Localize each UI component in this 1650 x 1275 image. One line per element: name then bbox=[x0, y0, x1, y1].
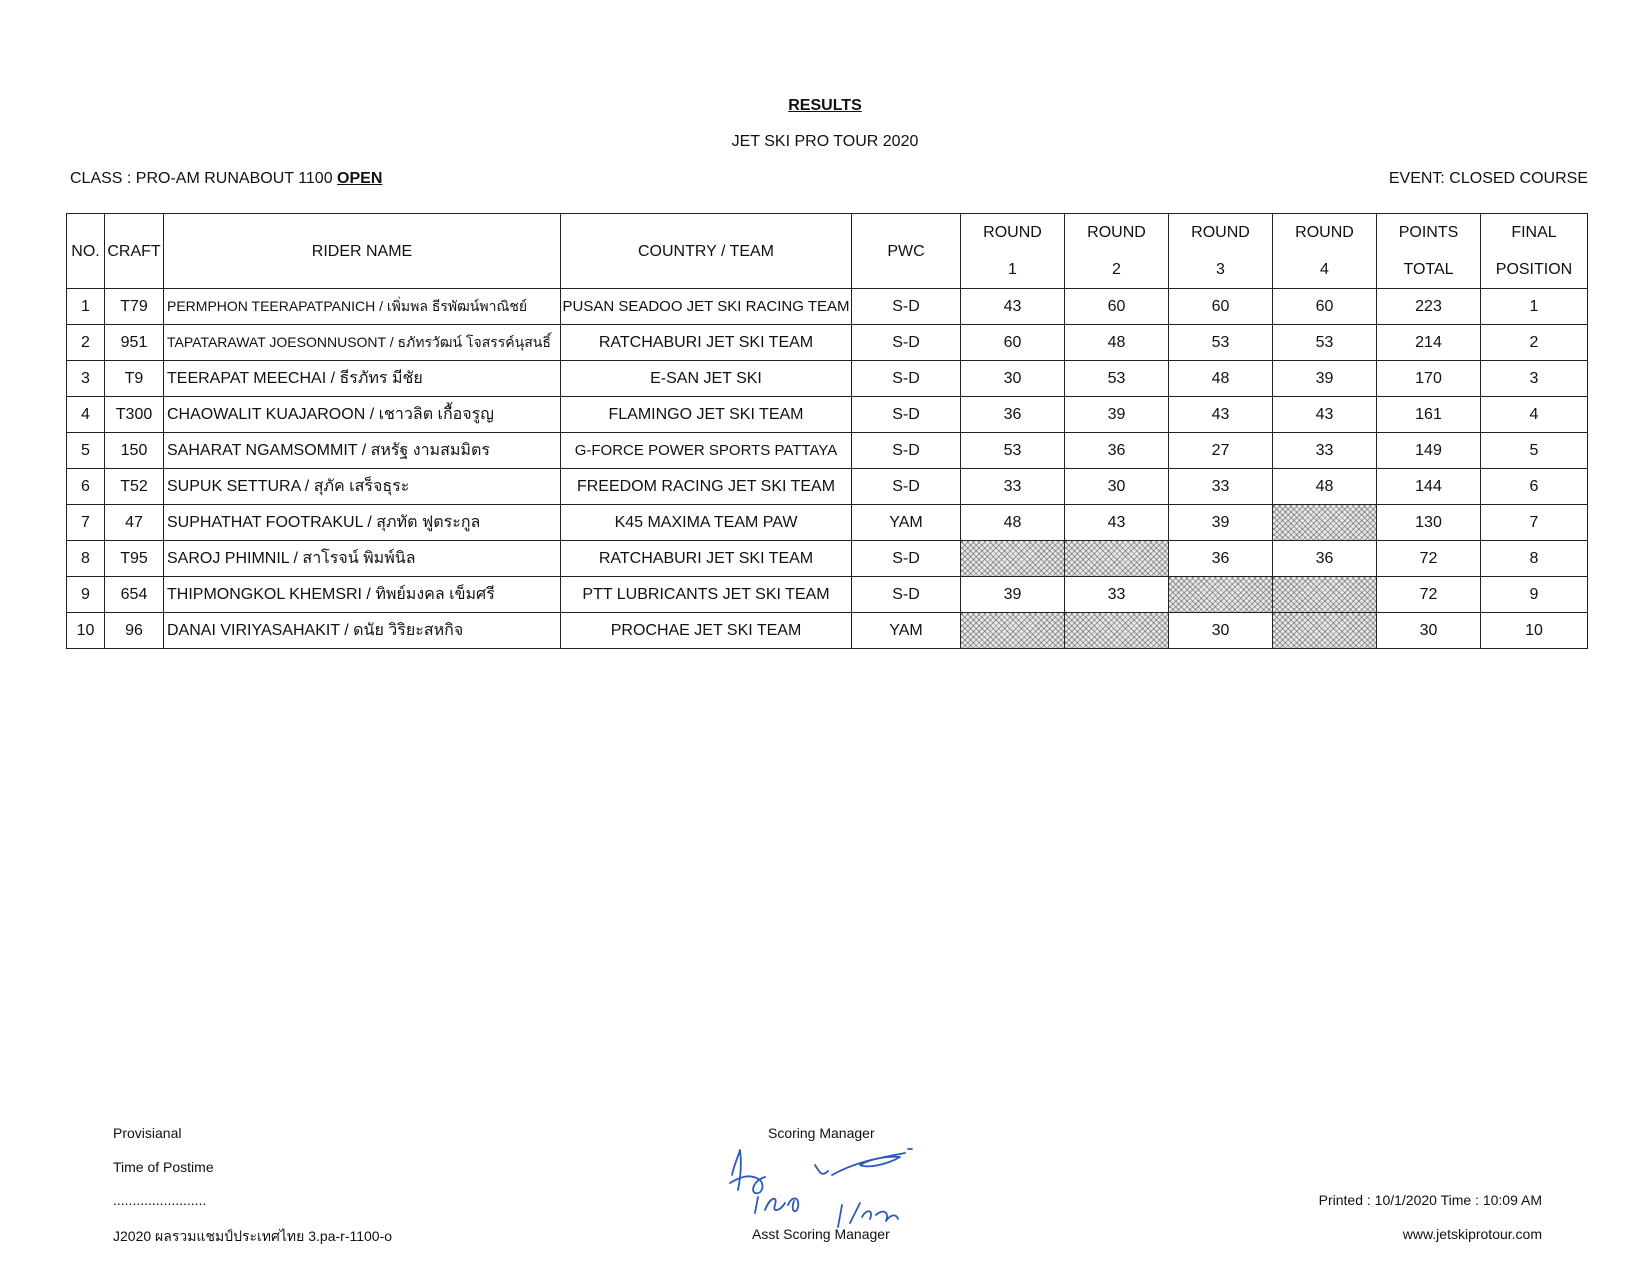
round-number: 2 bbox=[1112, 261, 1121, 278]
col-header-round-3 bbox=[1169, 214, 1273, 289]
table-row bbox=[67, 613, 1588, 649]
cell-craft: 47 bbox=[105, 505, 164, 541]
cell-round-4: 33 bbox=[1273, 433, 1377, 469]
cell-round-2: 48 bbox=[1065, 325, 1169, 361]
asst-scoring-manager-label: Asst Scoring Manager bbox=[752, 1226, 890, 1242]
cell-team: RATCHABURI JET SKI TEAM bbox=[561, 325, 852, 361]
cell-round-3: 36 bbox=[1169, 541, 1273, 577]
class-label: CLASS : PRO-AM RUNABOUT 1100 bbox=[70, 170, 333, 187]
signature-stroke-right bbox=[815, 1149, 912, 1175]
col-header-craft: CRAFT bbox=[105, 214, 164, 289]
cell-round-4: 48 bbox=[1273, 469, 1377, 505]
signature-image bbox=[720, 1135, 940, 1230]
cell-pwc: S-D bbox=[852, 469, 961, 505]
cell-round-3: 53 bbox=[1169, 325, 1273, 361]
cell-total: 161 bbox=[1377, 397, 1481, 433]
cell-round-1-empty bbox=[961, 541, 1065, 577]
table-row bbox=[67, 505, 1588, 541]
cell-total: 72 bbox=[1377, 577, 1481, 613]
page-subtitle: JET SKI PRO TOUR 2020 bbox=[731, 133, 919, 150]
cell-round-4: 53 bbox=[1273, 325, 1377, 361]
cell-pwc: S-D bbox=[852, 325, 961, 361]
cell-craft: 150 bbox=[105, 433, 164, 469]
cell-craft: T79 bbox=[105, 289, 164, 325]
points-label: POINTS bbox=[1398, 224, 1459, 241]
cell-round-4: 60 bbox=[1273, 289, 1377, 325]
cell-round-1: 43 bbox=[961, 289, 1065, 325]
cell-total: 30 bbox=[1377, 613, 1481, 649]
cell-round-4: 39 bbox=[1273, 361, 1377, 397]
table-row bbox=[67, 361, 1588, 397]
cell-position: 10 bbox=[1481, 613, 1588, 649]
cell-round-3: 30 bbox=[1169, 613, 1273, 649]
postime-blank: ........................ bbox=[113, 1192, 207, 1208]
printed-timestamp: Printed : 10/1/2020 Time : 10:09 AM bbox=[1318, 1192, 1542, 1208]
cell-team: FLAMINGO JET SKI TEAM bbox=[561, 397, 852, 433]
table-row bbox=[67, 325, 1588, 361]
cell-position: 5 bbox=[1481, 433, 1588, 469]
cell-team: PROCHAE JET SKI TEAM bbox=[561, 613, 852, 649]
cell-round-1: 33 bbox=[961, 469, 1065, 505]
table-row bbox=[67, 289, 1588, 325]
col-header-round-2 bbox=[1065, 214, 1169, 289]
cell-round-1: 60 bbox=[961, 325, 1065, 361]
cell-position: 8 bbox=[1481, 541, 1588, 577]
cell-total: 214 bbox=[1377, 325, 1481, 361]
table-row bbox=[67, 433, 1588, 469]
cell-no: 1 bbox=[67, 289, 105, 325]
cell-round-2: 33 bbox=[1065, 577, 1169, 613]
results-table bbox=[66, 213, 1588, 649]
cell-round-4-empty bbox=[1273, 577, 1377, 613]
cell-no: 3 bbox=[67, 361, 105, 397]
cell-round-3: 39 bbox=[1169, 505, 1273, 541]
col-header-round-1 bbox=[961, 214, 1065, 289]
page-title: RESULTS bbox=[788, 97, 862, 114]
cell-team: PTT LUBRICANTS JET SKI TEAM bbox=[561, 577, 852, 613]
cell-round-3: 27 bbox=[1169, 433, 1273, 469]
position-label: POSITION bbox=[1495, 261, 1573, 278]
col-header-round-4 bbox=[1273, 214, 1377, 289]
cell-round-1: 39 bbox=[961, 577, 1065, 613]
cell-pwc: S-D bbox=[852, 361, 961, 397]
cell-round-2-empty bbox=[1065, 613, 1169, 649]
signature-date-right bbox=[838, 1203, 898, 1227]
cell-round-2: 53 bbox=[1065, 361, 1169, 397]
col-header-rider: RIDER NAME bbox=[164, 214, 561, 289]
class-line bbox=[70, 170, 382, 188]
round-label: ROUND bbox=[983, 224, 1042, 241]
cell-round-4: 36 bbox=[1273, 541, 1377, 577]
cell-rider: SAROJ PHIMNIL / สาโรจน์ พิมพ์นิล bbox=[164, 541, 561, 577]
cell-round-4-empty bbox=[1273, 505, 1377, 541]
col-header-no: NO. bbox=[67, 214, 105, 289]
col-header-team: COUNTRY / TEAM bbox=[561, 214, 852, 289]
cell-round-2: 43 bbox=[1065, 505, 1169, 541]
table-row bbox=[67, 541, 1588, 577]
cell-craft: T9 bbox=[105, 361, 164, 397]
cell-round-3: 48 bbox=[1169, 361, 1273, 397]
cell-rider: DANAI VIRIYASAHAKIT / ดนัย วิริยะสหกิจ bbox=[164, 613, 561, 649]
cell-round-2: 36 bbox=[1065, 433, 1169, 469]
round-label: ROUND bbox=[1191, 224, 1250, 241]
col-header-pwc: PWC bbox=[852, 214, 961, 289]
cell-total: 144 bbox=[1377, 469, 1481, 505]
cell-team: PUSAN SEADOO JET SKI RACING TEAM bbox=[561, 289, 852, 325]
signature-stroke-left bbox=[730, 1150, 765, 1193]
cell-round-4: 43 bbox=[1273, 397, 1377, 433]
cell-round-2: 39 bbox=[1065, 397, 1169, 433]
provisional-label: Provisianal bbox=[113, 1125, 182, 1141]
cell-rider: CHAOWALIT KUAJAROON / เชาวลิต เกื้อจรูญ bbox=[164, 397, 561, 433]
round-number: 1 bbox=[1008, 261, 1017, 278]
cell-position: 3 bbox=[1481, 361, 1588, 397]
cell-rider: SUPUK SETTURA / สุภัค เสร็จธุระ bbox=[164, 469, 561, 505]
round-number: 4 bbox=[1320, 261, 1329, 278]
cell-no: 4 bbox=[67, 397, 105, 433]
cell-team: RATCHABURI JET SKI TEAM bbox=[561, 541, 852, 577]
cell-round-2-empty bbox=[1065, 541, 1169, 577]
cell-round-3: 60 bbox=[1169, 289, 1273, 325]
cell-rider: SAHARAT NGAMSOMMIT / สหรัฐ งามสมมิตร bbox=[164, 433, 561, 469]
cell-craft: T52 bbox=[105, 469, 164, 505]
cell-team: K45 MAXIMA TEAM PAW bbox=[561, 505, 852, 541]
cell-position: 4 bbox=[1481, 397, 1588, 433]
cell-position: 2 bbox=[1481, 325, 1588, 361]
scoring-manager-label: Scoring Manager bbox=[768, 1125, 875, 1141]
cell-pwc: S-D bbox=[852, 397, 961, 433]
table-row bbox=[67, 577, 1588, 613]
cell-no: 5 bbox=[67, 433, 105, 469]
cell-round-1-empty bbox=[961, 613, 1065, 649]
total-label: TOTAL bbox=[1403, 261, 1454, 278]
cell-round-4-empty bbox=[1273, 613, 1377, 649]
cell-no: 2 bbox=[67, 325, 105, 361]
cell-round-1: 30 bbox=[961, 361, 1065, 397]
time-of-postime-label: Time of Postime bbox=[113, 1159, 214, 1175]
cell-rider: SUPHATHAT FOOTRAKUL / สุภทัต ฟูตระกูล bbox=[164, 505, 561, 541]
cell-round-1: 36 bbox=[961, 397, 1065, 433]
cell-rider: THIPMONGKOL KHEMSRI / ทิพย์มงคล เข็มศรี bbox=[164, 577, 561, 613]
cell-pwc: YAM bbox=[852, 505, 961, 541]
table-row bbox=[67, 469, 1588, 505]
round-label: ROUND bbox=[1295, 224, 1354, 241]
cell-no: 8 bbox=[67, 541, 105, 577]
event-label: EVENT: CLOSED COURSE bbox=[1388, 170, 1588, 187]
cell-no: 9 bbox=[67, 577, 105, 613]
cell-round-1: 53 bbox=[961, 433, 1065, 469]
cell-position: 9 bbox=[1481, 577, 1588, 613]
cell-pwc: YAM bbox=[852, 613, 961, 649]
cell-pwc: S-D bbox=[852, 577, 961, 613]
cell-no: 7 bbox=[67, 505, 105, 541]
cell-craft: T95 bbox=[105, 541, 164, 577]
cell-team: FREEDOM RACING JET SKI TEAM bbox=[561, 469, 852, 505]
cell-team: G-FORCE POWER SPORTS PATTAYA bbox=[561, 433, 852, 469]
cell-rider: PERMPHON TEERAPATPANICH / เพิ่มพล ธีรพัฒน์พาณิชย์ bbox=[164, 289, 561, 325]
cell-round-2: 60 bbox=[1065, 289, 1169, 325]
cell-total: 170 bbox=[1377, 361, 1481, 397]
class-open-label: OPEN bbox=[337, 170, 383, 187]
website-url: www.jetskiprotour.com bbox=[1402, 1226, 1542, 1242]
cell-no: 10 bbox=[67, 613, 105, 649]
cell-craft: 96 bbox=[105, 613, 164, 649]
round-number: 3 bbox=[1216, 261, 1225, 278]
cell-craft: 951 bbox=[105, 325, 164, 361]
round-label: ROUND bbox=[1087, 224, 1146, 241]
cell-position: 1 bbox=[1481, 289, 1588, 325]
cell-round-3: 33 bbox=[1169, 469, 1273, 505]
cell-no: 6 bbox=[67, 469, 105, 505]
cell-rider: TEERAPAT MEECHAI / ธีรภัทร มีชัย bbox=[164, 361, 561, 397]
cell-round-2: 30 bbox=[1065, 469, 1169, 505]
cell-total: 130 bbox=[1377, 505, 1481, 541]
cell-round-1: 48 bbox=[961, 505, 1065, 541]
final-label: FINAL bbox=[1511, 224, 1557, 241]
cell-rider: TAPATARAWAT JOESONNUSONT / ธภัทรวัฒน์ โจสรรค์นุสนธิ์ bbox=[164, 325, 561, 361]
table-row bbox=[67, 397, 1588, 433]
cell-total: 72 bbox=[1377, 541, 1481, 577]
cell-round-3-empty bbox=[1169, 577, 1273, 613]
cell-total: 223 bbox=[1377, 289, 1481, 325]
file-code: J2020 ผลรวมแชมป์ประเทศไทย 3.pa-r-1100-o bbox=[113, 1228, 393, 1244]
col-header-points-total bbox=[1377, 214, 1481, 289]
cell-position: 6 bbox=[1481, 469, 1588, 505]
signature-date-left bbox=[755, 1197, 798, 1213]
cell-total: 149 bbox=[1377, 433, 1481, 469]
cell-craft: 654 bbox=[105, 577, 164, 613]
cell-round-3: 43 bbox=[1169, 397, 1273, 433]
col-header-final-position bbox=[1481, 214, 1588, 289]
cell-pwc: S-D bbox=[852, 289, 961, 325]
table-header-row bbox=[67, 214, 1588, 289]
cell-craft: T300 bbox=[105, 397, 164, 433]
cell-position: 7 bbox=[1481, 505, 1588, 541]
cell-pwc: S-D bbox=[852, 433, 961, 469]
cell-team: E-SAN JET SKI bbox=[561, 361, 852, 397]
cell-pwc: S-D bbox=[852, 541, 961, 577]
